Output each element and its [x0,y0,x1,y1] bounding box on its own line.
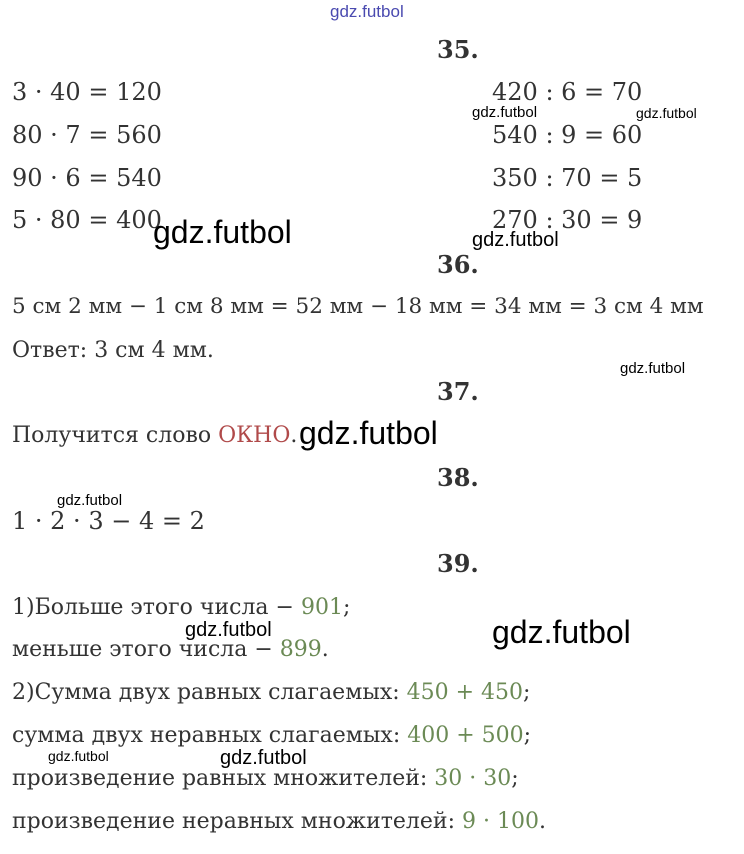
task-36-equation: 5 см 2 мм − 1 см 8 мм = 52 мм − 18 мм = 34 мм = 3 см 4 мм [12,294,704,319]
task-38-number: 38. [437,463,479,492]
task-35-number: 35. [437,35,479,64]
watermark: gdz.futbol [48,748,109,764]
watermark: gdz.futbol [185,619,272,641]
task-39-line-4-end: ; [523,723,532,748]
task-35-left-2: 80 · 7 = 560 [12,121,162,149]
task-39-line-2-text: меньше этого числа − [12,637,280,662]
task-39-line-2-value: 899 [279,637,322,662]
task-39-line-1-text: 1)Больше этого числа − [12,595,301,620]
task-39-line-6-end: . [538,809,546,834]
watermark: gdz.futbol [472,229,559,251]
task-35-left-1: 3 · 40 = 120 [12,78,162,106]
task-38-equation: 1 · 2 · 3 − 4 = 2 [12,507,205,535]
task-35-left-4: 5 · 80 = 400 [12,206,162,234]
task-36-number: 36. [437,250,479,279]
task-35-left-3: 90 · 6 = 540 [12,164,162,192]
task-39-line-6-text: произведение неравных множителей: [12,809,462,834]
header-watermark: gdz.futbol [330,2,404,21]
task-39-number: 39. [437,549,479,578]
watermark: gdz.futbol [492,614,631,650]
task-39-line-5-text: произведение равных множителей: [12,766,435,791]
task-35-right-2: 540 : 9 = 60 [492,121,643,149]
watermark: gdz.futbol [636,105,697,121]
task-39-line-5-value: 30 · 30 [434,766,512,791]
task-39-line-4-text: сумма двух неравных слагаемых: [12,723,408,748]
task-39-line-2 [12,636,329,664]
task-35-right-1: 420 : 6 = 70 [492,78,643,106]
task-37-prefix: Получится слово [12,423,219,448]
task-36-answer: Ответ: 3 см 4 мм. [12,338,214,363]
task-39-line-1 [12,594,350,622]
task-39-line-3 [12,679,530,707]
watermark: gdz.futbol [57,492,123,509]
task-39-line-6-value: 9 · 100 [461,809,539,834]
task-37-suffix: . [290,423,298,448]
task-39-line-3-text: 2)Сумма двух равных слагаемых: [12,680,407,705]
task-35-right-4: 270 : 30 = 9 [492,206,643,234]
watermark: gdz.futbol [220,747,307,769]
task-35-right-3: 350 : 70 = 5 [492,164,643,192]
watermark: gdz.futbol [299,415,438,451]
watermark: gdz.futbol [472,104,538,121]
task-37-word: ОКНО [218,423,291,448]
watermark: gdz.futbol [153,214,292,250]
task-39-line-5-end: ; [511,766,519,791]
task-39-line-3-end: ; [523,680,531,705]
task-37-sentence [12,422,297,450]
task-39-line-4-value: 400 + 500 [407,723,524,748]
task-39-line-1-value: 901 [300,595,343,620]
watermark: gdz.futbol [620,360,686,377]
task-37-number: 37. [437,377,479,406]
task-39-line-6 [12,808,546,836]
task-39-line-1-end: ; [342,595,351,620]
task-39-line-3-value: 450 + 450 [406,680,524,705]
task-39-line-2-end: . [321,637,329,662]
